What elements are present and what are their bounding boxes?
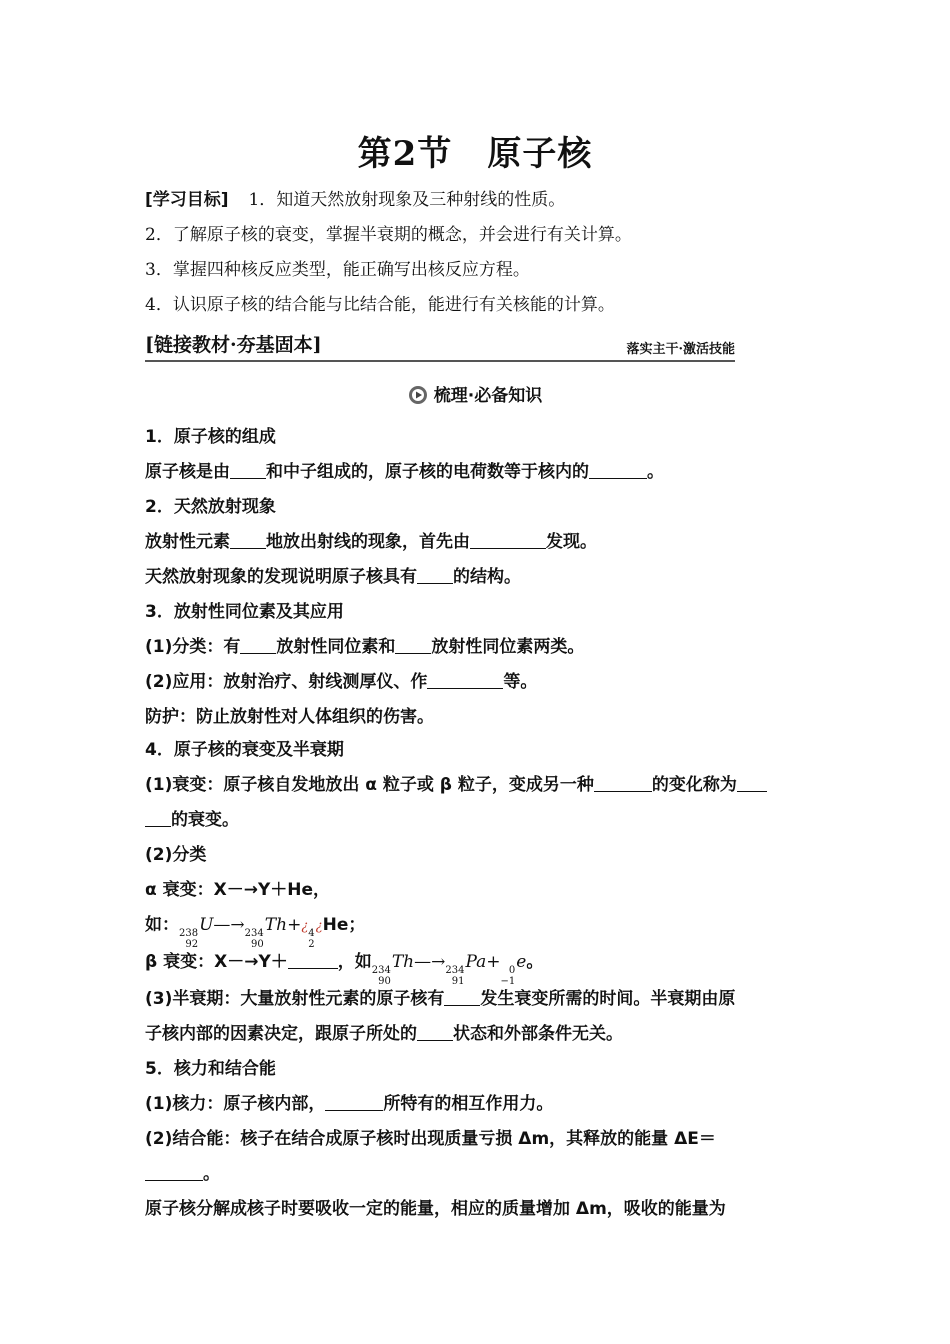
page-title: 第2节 原子核 [357, 134, 593, 174]
e-isotope [501, 965, 516, 987]
mass-number: 234 [445, 965, 465, 976]
objective-2: 2．了解原子核的衰变，掌握半衰期的概念，并会进行有关计算。 [145, 225, 632, 245]
blank [470, 530, 546, 549]
text: 原子核是由 [145, 462, 230, 482]
text: 和中子组成的，原子核的电荷数等于核内的 [266, 462, 589, 482]
text: ，如 [337, 952, 372, 972]
atomic-number: 2 [308, 939, 315, 950]
subhead [0, 381, 950, 406]
section-5-title: 5．核力和结合能 [145, 1059, 276, 1079]
atomic-number: 90 [378, 976, 391, 987]
section-5-line-1 [145, 1092, 810, 1116]
text: 如： [145, 915, 179, 935]
text: 的衰变。 [171, 810, 239, 830]
section-3-title: 3．放射性同位素及其应用 [145, 602, 344, 622]
blank [427, 670, 503, 689]
blank [737, 773, 767, 792]
alpha-decay-line: α 衰变：X－→Y＋He， [145, 880, 331, 900]
atomic-number: 91 [451, 976, 465, 987]
plus-sign: + [486, 952, 501, 972]
plus-sign: + [287, 915, 302, 935]
blank [288, 950, 338, 969]
atomic-number: −1 [500, 976, 516, 987]
nuclide-symbol: U [199, 915, 214, 935]
text: (2)应用：放射治疗、射线测厚仪、作 [145, 672, 428, 692]
text: (1)分类：有 [145, 637, 241, 657]
objective-1: 1．知道天然放射现象及三种射线的性质。 [248, 190, 566, 210]
reaction-arrow: —→ [414, 952, 446, 972]
objective-line-1 [145, 188, 810, 212]
blank [145, 808, 171, 827]
text: He； [322, 915, 366, 935]
section-1-title: 1．原子核的组成 [145, 427, 276, 447]
section-1-line [145, 460, 810, 484]
objective-3: 3．掌握四种核反应类型，能正确写出核反应方程。 [145, 260, 530, 280]
section-2-title: 2．天然放射现象 [145, 497, 276, 517]
glitch-mark: ¿ [301, 919, 309, 934]
section-3-line-3: 防护：防止放射性对人体组织的伤害。 [145, 707, 434, 727]
text: 放射性同位素和 [276, 637, 396, 657]
blank [240, 635, 276, 654]
text: 子核内部的因素决定，跟原子所处的 [145, 1024, 417, 1044]
section-2-line-2 [145, 565, 810, 589]
blank [417, 1022, 453, 1041]
play-circle-icon [408, 385, 428, 405]
blank [230, 460, 266, 479]
section-3-line-2 [145, 670, 810, 694]
section-4-line-3: (2)分类 [145, 845, 207, 865]
blank [444, 987, 480, 1006]
section-banner [145, 330, 735, 362]
atomic-number: 92 [185, 939, 199, 950]
He-isotope [308, 928, 314, 950]
text: 的变化称为 [651, 775, 737, 795]
mass-number: 234 [371, 965, 391, 976]
blank [230, 530, 266, 549]
section-4-line-1 [145, 773, 810, 797]
blank [325, 1092, 383, 1111]
text: 状态和外部条件无关。 [453, 1024, 623, 1044]
text: 。 [647, 462, 664, 482]
text: 发现。 [546, 532, 597, 552]
subhead-text: 梳理·必备知识 [433, 386, 543, 406]
Th-isotope [372, 965, 391, 987]
objectives-label: [学习目标] [145, 190, 229, 210]
half-life-line-2 [145, 1022, 810, 1046]
mass-number: 0 [508, 965, 516, 976]
objective-4: 4．认识原子核的结合能与比结合能，能进行有关核能的计算。 [145, 295, 615, 315]
text: (3)半衰期：大量放射性元素的原子核有 [145, 989, 445, 1009]
Pa-isotope [445, 965, 464, 987]
section-3-line-1 [145, 635, 810, 659]
banner-right: 落实主干·激活技能 [626, 342, 735, 357]
section-5-line-2: (2)结合能：核子在结合成原子核时出现质量亏损 Δm，其释放的能量 ΔE＝ [145, 1129, 716, 1149]
nuclide-symbol: Th [391, 952, 415, 972]
section-2-line-1 [145, 530, 810, 554]
nuclide-symbol: Pa [465, 952, 487, 972]
beta-decay-line [145, 950, 810, 987]
mass-number: 234 [244, 928, 264, 939]
text: 等。 [503, 672, 538, 692]
reaction-arrow: —→ [213, 915, 245, 935]
alpha-example-line [145, 913, 810, 950]
mass-number: 4 [308, 928, 315, 939]
blank [395, 635, 431, 654]
text: (1)核力：原子核内部， [145, 1094, 326, 1114]
blank [417, 565, 453, 584]
text: 的结构。 [453, 567, 521, 587]
Th-isotope [245, 928, 264, 950]
U-isotope [179, 928, 198, 950]
glitch-mark: ¿ [315, 919, 323, 934]
atomic-number: 90 [251, 939, 264, 950]
blank [594, 773, 652, 792]
text: 放射性同位素两类。 [431, 637, 585, 657]
text: 。 [526, 952, 544, 972]
section-4-title: 4．原子核的衰变及半衰期 [145, 740, 344, 760]
section-5-line-3 [145, 1162, 810, 1186]
mass-number: 238 [179, 928, 199, 939]
nuclide-symbol: e [516, 952, 527, 972]
blank [145, 1162, 203, 1181]
text: 地放出射线的现象，首先由 [266, 532, 470, 552]
nuclide-symbol: Th [264, 915, 288, 935]
section-4-line-2 [145, 808, 810, 832]
text: 放射性元素 [145, 532, 230, 552]
half-life-line-1 [145, 987, 810, 1011]
text: (1)衰变：原子核自发地放出 α 粒子或 β 粒子，变成另一种 [145, 775, 594, 795]
text: 。 [203, 1164, 220, 1184]
text: 天然放射现象的发现说明原子核具有 [145, 567, 417, 587]
banner-left: [链接教材·夯基固本] [145, 334, 322, 356]
section-5-line-4: 原子核分解成核子时要吸收一定的能量，相应的质量增加 Δm，吸收的能量为 [145, 1199, 726, 1219]
blank [589, 460, 647, 479]
text: 所特有的相互作用力。 [383, 1094, 554, 1114]
text: β 衰变：X－→Y＋ [145, 952, 288, 972]
text: 发生衰变所需的时间。半衰期由原 [480, 989, 736, 1009]
